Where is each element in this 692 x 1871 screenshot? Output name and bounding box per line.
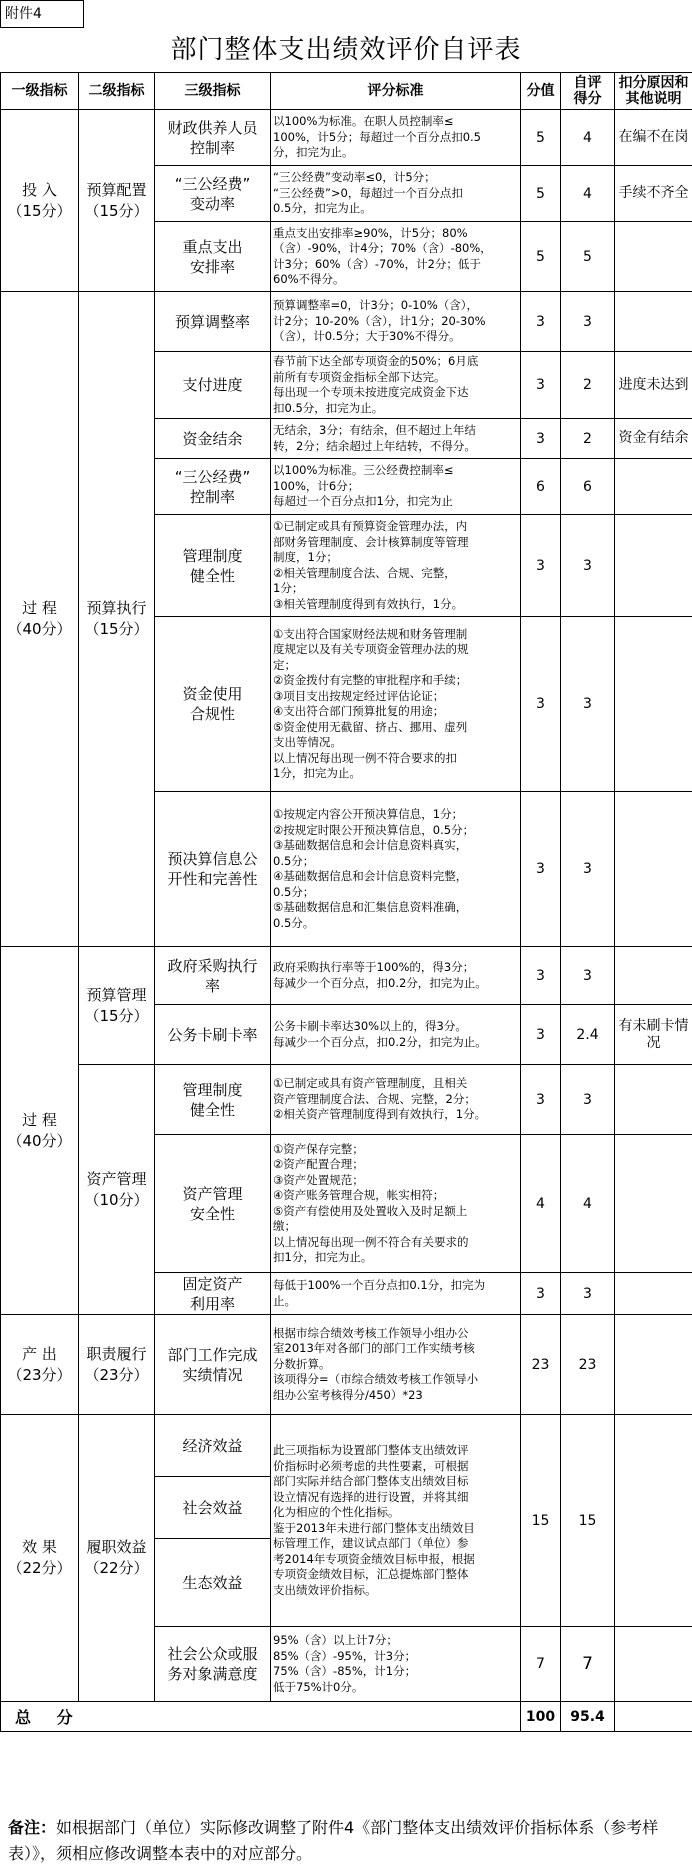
level3-indicator: 经济效益: [155, 1415, 271, 1477]
footnote-prefix: 备注：: [8, 1818, 57, 1837]
criteria-text: 无结余，3分；有结余，但不超过上年结 转，2分；结余超过上年结转，不得分。: [271, 419, 521, 459]
criteria-text: 公务卡刷卡率达30%以上的，得3分。 每减少一个百分点，扣0.2分，扣完为止。: [271, 1005, 521, 1065]
criteria-text: 以100%为标准。在职人员控制率≤ 100%，计5分；每超过一个百分点扣0.5 分，扣完为止。: [271, 110, 521, 166]
table-row: [1, 1065, 692, 1135]
score-value: 5: [521, 222, 561, 292]
score-value: 3: [521, 352, 561, 419]
self-score: 7: [561, 1627, 615, 1702]
level3-indicator: 管理制度 健全性: [155, 1065, 271, 1135]
score-value: 6: [521, 459, 561, 515]
criteria-text: 95%（含）以上计7分； 85%（含）-95%，计3分； 75%（含）-85%，计1分； 低于75%计0分。: [271, 1627, 521, 1702]
criteria-text: 春节前下达全部专项资金的50%；6月底 前所有专项资金指标全部下达完。 每出现一个专项未按进度完成资金下达 扣0.5分，扣完为止。: [271, 352, 521, 419]
self-score: 3: [561, 1065, 615, 1135]
self-score: 3: [561, 792, 615, 947]
header-l2: 二级指标: [79, 73, 155, 110]
level3-indicator: 管理制度 健全性: [155, 515, 271, 617]
deduction-reason: [615, 515, 692, 617]
level3-indicator: 预决算信息公 开性和完善性: [155, 792, 271, 947]
level2-budget-config: 预算配置 （15分）: [79, 110, 155, 292]
score-value: 3: [521, 419, 561, 459]
level2-budget-management: 预算管理 （15分）: [79, 947, 155, 1065]
table-row: [1, 1315, 692, 1415]
level3-indicator: “三公经费” 控制率: [155, 459, 271, 515]
level3-indicator: 财政供养人员 控制率: [155, 110, 271, 166]
level2-duty-performance: 职责履行 （23分）: [79, 1315, 155, 1415]
deduction-reason: [615, 1065, 692, 1135]
deduction-reason: 在编不在岗: [615, 110, 692, 166]
footnote-text: 如根据部门（单位）实际修改调整了附件4《部门整体支出绩效评价指标体系（参考样表）》，须相应修改调整本表中的对应部分。: [8, 1818, 659, 1863]
deduction-reason: 手续不齐全: [615, 166, 692, 222]
level3-indicator: 重点支出 安排率: [155, 222, 271, 292]
deduction-reason: 进度未达到: [615, 352, 692, 419]
criteria-text: ①已制定或具有预算资金管理办法，内 部财务管理制度、会计核算制度等管理 制度，1分； ②相关管理制度合法、合规、完整， 1分； ③相关管理制度得到有效执行，1分。: [271, 515, 521, 617]
level1-output: 产 出 （23分）: [1, 1315, 79, 1415]
header-reason: 扣分原因和 其他说明: [615, 73, 692, 110]
score-value: 3: [521, 947, 561, 1005]
table-row: [1, 110, 692, 166]
criteria-text: “三公经费”变动率≤0，计5分； “三公经费”>0，每超过一个百分点扣 0.5分，扣完为止。: [271, 166, 521, 222]
self-score: 2: [561, 352, 615, 419]
header-l3: 三级指标: [155, 73, 271, 110]
deduction-reason: [615, 292, 692, 352]
score-value: 3: [521, 515, 561, 617]
header-row: [1, 73, 692, 110]
self-score: 23: [561, 1315, 615, 1415]
self-score: 3: [561, 1273, 615, 1315]
self-score: 3: [561, 947, 615, 1005]
deduction-reason: [615, 459, 692, 515]
self-score: 6: [561, 459, 615, 515]
deduction-reason: [615, 617, 692, 792]
self-score: 4: [561, 1135, 615, 1273]
level2-asset-management: 资产管理 （10分）: [79, 1065, 155, 1315]
criteria-text: 根据市综合绩效考核工作领导小组办公 室2013年对各部门的部门工作实绩考核 分数折算。 该项得分=（市综合绩效考核工作领导小 组办公室考核得分/450）*23: [271, 1315, 521, 1415]
table-row: [1, 292, 692, 352]
deduction-reason: [615, 1315, 692, 1415]
self-score: 4: [561, 166, 615, 222]
deduction-reason: [615, 1627, 692, 1702]
deduction-reason: 有未刷卡情 况: [615, 1005, 692, 1065]
deduction-reason: [615, 1135, 692, 1273]
criteria-text: 重点支出安排率≥90%，计5分；80% （含）-90%，计4分；70%（含）-80%， 计3分；60%（含）-70%，计2分；低于 60%不得分。: [271, 222, 521, 292]
score-value: 3: [521, 1065, 561, 1135]
level3-indicator: “三公经费” 变动率: [155, 166, 271, 222]
level3-indicator: 生态效益: [155, 1539, 271, 1627]
level3-indicator: 预算调整率: [155, 292, 271, 352]
self-score: 2.4: [561, 1005, 615, 1065]
score-value: 3: [521, 292, 561, 352]
self-score: 5: [561, 222, 615, 292]
score-value: 5: [521, 166, 561, 222]
score-value: 7: [521, 1627, 561, 1702]
level3-indicator: 社会效益: [155, 1477, 271, 1539]
header-self: 自评 得分: [561, 73, 615, 110]
deduction-reason: [615, 947, 692, 1005]
criteria-text: ①按规定内容公开预决算信息，1分； ②按规定时限公开预决算信息，0.5分； ③基础数据信息和会计信息资料真实， 0.5分； ④基础数据信息和会计信息资料完整， 0.5分； ⑤基础数据信息和汇集信息资料准确， 0.5分。: [271, 792, 521, 947]
level3-indicator: 政府采购执行 率: [155, 947, 271, 1005]
header-criteria: 评分标准: [271, 73, 521, 110]
total-reason: [615, 1702, 692, 1732]
score-value: 15: [521, 1415, 561, 1627]
score-value: 3: [521, 1005, 561, 1065]
self-score: 15: [561, 1415, 615, 1627]
deduction-reason: [615, 222, 692, 292]
footnote: [0, 1811, 692, 1871]
score-value: 3: [521, 792, 561, 947]
level3-indicator: 资产管理 安全性: [155, 1135, 271, 1273]
score-value: 4: [521, 1135, 561, 1273]
header-l1: 一级指标: [1, 73, 79, 110]
criteria-text: ①已制定或具有资产管理制度，且相关 资产管理制度合法、合规、完整，2分； ②相关资产管理制度得到有效执行，1分。: [271, 1065, 521, 1135]
criteria-text: 每低于100%一个百分点扣0.1分，扣完为 止。: [271, 1273, 521, 1315]
self-score: 3: [561, 515, 615, 617]
level3-indicator: 资金使用 合规性: [155, 617, 271, 792]
criteria-text: 此三项指标为设置部门整体支出绩效评 价指标时必须考虑的共性要素，可根据 部门实际并结合部门整体支出绩效目标 设立情况有选择的进行设置，并将其细 化为相应的个性化指标。 鉴于2013年未进行部门整体支出绩效目 标管理工作，建议试点部门（单位）参 考2014年专项资金绩效目标申报，根据 专项资金绩效目标，汇总提炼部门整体 支出绩效评价指标。: [271, 1415, 521, 1627]
header-score: 分值: [521, 73, 561, 110]
level1-input: 投 入 （15分）: [1, 110, 79, 292]
deduction-reason: [615, 1415, 692, 1627]
self-score: 2: [561, 419, 615, 459]
deduction-reason: [615, 792, 692, 947]
criteria-text: 以100%为标准。三公经费控制率≤ 100%，计6分； 每超过一个百分点扣1分，扣完为止: [271, 459, 521, 515]
level3-indicator: 部门工作完成 实绩情况: [155, 1315, 271, 1415]
attachment-label: 附件4: [0, 0, 84, 28]
score-value: 3: [521, 1273, 561, 1315]
score-value: 23: [521, 1315, 561, 1415]
level2-duty-benefit: 履职效益 （22分）: [79, 1415, 155, 1702]
level3-indicator: 社会公众或服 务对象满意度: [155, 1627, 271, 1702]
level3-indicator: 资金结余: [155, 419, 271, 459]
table-row: [1, 1415, 692, 1477]
level1-process-2: 过 程 （40分）: [1, 947, 79, 1315]
deduction-reason: [615, 1273, 692, 1315]
total-label: 总 分: [1, 1702, 521, 1732]
total-row: [1, 1702, 692, 1732]
total-self-score: 95.4: [561, 1702, 615, 1732]
criteria-text: 政府采购执行率等于100%的，得3分； 每减少一个百分点，扣0.2分，扣完为止。: [271, 947, 521, 1005]
criteria-text: ①资产保存完整； ②资产配置合理； ③资产处置规范； ④资产账务管理合规，帐实相符； ⑤资产有偿使用及处置收入及时足额上 缴； 以上情况每出现一例不符合有关要求的 扣1分，扣完为止。: [271, 1135, 521, 1273]
criteria-text: 预算调整率=0，计3分；0-10%（含）， 计2分；10-20%（含），计1分；20-30% （含），计0.5分；大于30%不得分。: [271, 292, 521, 352]
self-score: 4: [561, 110, 615, 166]
criteria-text: ①支出符合国家财经法规和财务管理制 度规定以及有关专项资金管理办法的规 定； ②资金拨付有完整的审批程序和手续； ③项目支出按规定经过评估论证； ④支出符合部门预算批复的用途； ⑤资金使用无截留、挤占、挪用、虚列 支出等情况。 以上情况每出现一例不符合要求的扣 1分，扣完为止。: [271, 617, 521, 792]
level1-effect: 效 果 （22分）: [1, 1415, 79, 1702]
page-title: 部门整体支出绩效评价自评表: [170, 35, 522, 65]
table-row: [1, 947, 692, 1005]
total-score: 100: [521, 1702, 561, 1732]
level3-indicator: 公务卡刷卡率: [155, 1005, 271, 1065]
self-score: 3: [561, 617, 615, 792]
level1-process: 过 程 （40分）: [1, 292, 79, 947]
level3-indicator: 支付进度: [155, 352, 271, 419]
level2-budget-execution: 预算执行 （15分）: [79, 292, 155, 947]
score-value: 5: [521, 110, 561, 166]
evaluation-table: [0, 72, 692, 1732]
deduction-reason: 资金有结余: [615, 419, 692, 459]
score-value: 3: [521, 617, 561, 792]
level3-indicator: 固定资产 利用率: [155, 1273, 271, 1315]
self-score: 3: [561, 292, 615, 352]
